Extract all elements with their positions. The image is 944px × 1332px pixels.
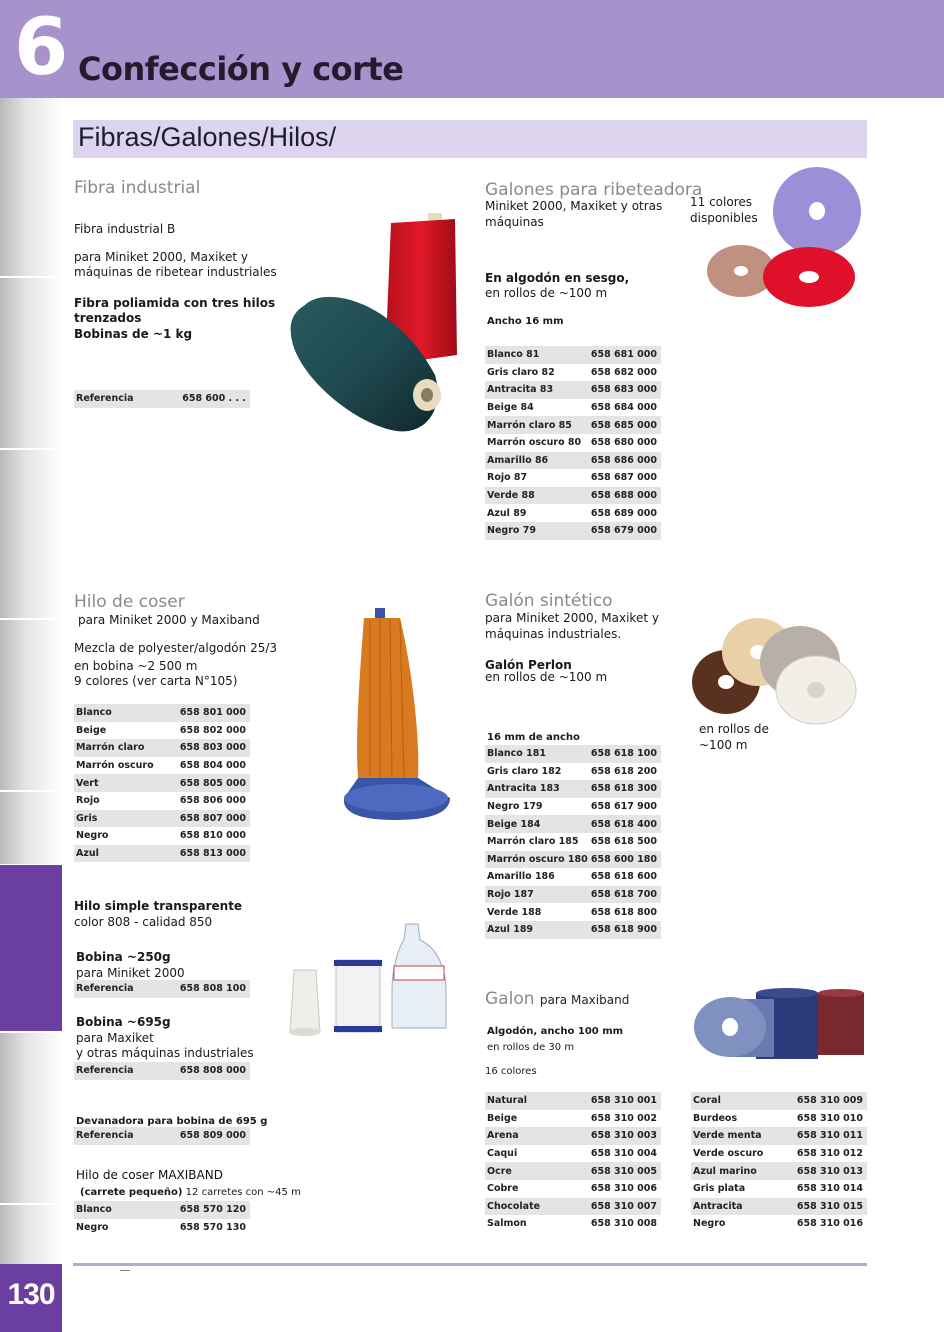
page-number: 130 xyxy=(7,1278,55,1311)
sidebar-tab[interactable] xyxy=(0,450,62,618)
color-name: Verde 188 xyxy=(487,906,542,918)
table-row xyxy=(74,1127,250,1145)
color-name: Negro 179 xyxy=(487,801,543,813)
reference-number: 658 682 000 xyxy=(590,366,657,378)
table-row xyxy=(485,452,661,470)
color-name: Antracita 183 xyxy=(487,783,560,795)
reference-number: 658 600 180 xyxy=(590,853,657,865)
ref-value: 658 808 000 xyxy=(179,1065,246,1077)
maxiband-thread-desc-bold: (carrete pequeño) xyxy=(80,1187,183,1198)
table-row xyxy=(74,739,250,757)
table-row xyxy=(485,1162,661,1180)
sidebar-tab[interactable] xyxy=(0,792,62,864)
reference-number: 658 810 000 xyxy=(179,830,246,842)
bobina-695-ref-table xyxy=(74,1062,250,1080)
fibra-desc-2: máquinas de ribetear industriales xyxy=(74,265,277,279)
reference-number: 658 310 013 xyxy=(796,1165,863,1177)
color-name: Amarillo 186 xyxy=(487,871,555,883)
color-name: Azul 89 xyxy=(487,507,527,519)
table-row xyxy=(691,1198,867,1216)
color-name: Verde 88 xyxy=(487,490,535,502)
hilo-spec-3: 9 colores (ver carta N°105) xyxy=(74,674,238,688)
maxiband-thread-desc xyxy=(80,1185,301,1201)
bobina-250-desc: para Miniket 2000 xyxy=(76,966,185,980)
reference-number: 658 804 000 xyxy=(179,760,246,772)
tape-rolls-image xyxy=(705,165,867,313)
reference-number: 658 310 016 xyxy=(796,1218,863,1230)
galones-width: Ancho 16 mm xyxy=(487,316,564,327)
fiber-cones-image xyxy=(285,205,465,440)
hilo-spec-1: Mezcla de polyester/algodón 25/3 xyxy=(74,641,278,655)
color-name: Marrón oscuro 80 xyxy=(487,437,582,449)
galon-maxiband-colors: 16 colores xyxy=(485,1066,537,1077)
sintetico-rolls: en rollos de ~100 m xyxy=(485,670,608,684)
table-row xyxy=(691,1145,867,1163)
color-name: Azul xyxy=(76,848,99,860)
reference-number: 658 685 000 xyxy=(590,419,657,431)
fibra-heading: Fibra industrial xyxy=(74,178,201,198)
footer-rule xyxy=(73,1263,867,1266)
reference-number: 658 310 005 xyxy=(590,1165,657,1177)
table-row xyxy=(485,903,661,921)
sidebar-tab[interactable] xyxy=(0,98,62,276)
sintetico-sub: Galón Perlon xyxy=(485,658,572,672)
table-row xyxy=(74,1219,250,1237)
ref-value: 658 808 100 xyxy=(179,983,246,995)
sidebar-tab[interactable] xyxy=(0,1033,62,1203)
reference-number: 658 688 000 xyxy=(590,490,657,502)
color-name: Salmon xyxy=(487,1218,527,1230)
wide-tape-rolls-image xyxy=(690,985,866,1063)
reference-number: 658 310 001 xyxy=(590,1095,657,1107)
color-name: Marrón claro 85 xyxy=(487,419,572,431)
table-row xyxy=(74,722,250,740)
fibra-spec-3: Bobinas de ~1 kg xyxy=(74,327,193,341)
reference-number: 658 618 600 xyxy=(590,871,657,883)
reference-number: 658 310 009 xyxy=(796,1095,863,1107)
table-row xyxy=(691,1162,867,1180)
fibra-spec-1: Fibra poliamida con tres hilos xyxy=(74,296,276,310)
table-row xyxy=(485,381,661,399)
reference-number: 658 570 130 xyxy=(179,1221,246,1233)
color-name: Amarillo 86 xyxy=(487,454,549,466)
color-name: Blanco xyxy=(76,1204,112,1216)
reference-number: 658 813 000 xyxy=(179,848,246,860)
ref-label: Referencia xyxy=(76,393,134,405)
table-row xyxy=(485,399,661,417)
table-row xyxy=(691,1127,867,1145)
sintetico-desc-2: máquinas industriales. xyxy=(485,627,622,641)
galones-rolls: en rollos de ~100 m xyxy=(485,286,608,300)
color-name: Blanco 181 xyxy=(487,748,546,760)
color-name: Vert xyxy=(76,777,99,789)
table-row xyxy=(485,780,661,798)
table-row xyxy=(485,434,661,452)
devanadora-title: Devanadora para bobina de 695 g xyxy=(76,1116,268,1127)
table-row xyxy=(485,1215,661,1233)
reference-number: 658 310 010 xyxy=(796,1112,863,1124)
reference-number: 658 805 000 xyxy=(179,777,246,789)
bobina-695-desc-1: para Maxiket xyxy=(76,1031,154,1045)
sidebar-tab[interactable] xyxy=(0,1205,62,1265)
reference-number: 658 680 000 xyxy=(590,437,657,449)
reference-number: 658 310 011 xyxy=(796,1130,863,1142)
table-row xyxy=(74,980,250,998)
galones-heading: Galones para ribeteadora xyxy=(485,180,703,200)
sintetico-photo-note-1: en rollos de xyxy=(699,722,769,736)
table-row xyxy=(691,1215,867,1233)
chapter-title: Confección y corte xyxy=(78,50,404,88)
fibra-desc-1: para Miniket 2000, Maxiket y xyxy=(74,250,248,264)
reference-number: 658 310 003 xyxy=(590,1130,657,1142)
maxiband-thread-heading: Hilo de coser MAXIBAND xyxy=(76,1168,223,1182)
fibra-spec-2: trenzados xyxy=(74,311,142,325)
sintetico-heading: Galón sintético xyxy=(485,591,613,611)
reference-number: 658 684 000 xyxy=(590,402,657,414)
color-name: Verde menta xyxy=(693,1130,762,1142)
ref-label: Referencia xyxy=(76,1130,134,1142)
reference-number: 658 618 500 xyxy=(590,836,657,848)
ref-label: Referencia xyxy=(76,1065,134,1077)
reference-number: 658 570 120 xyxy=(179,1204,246,1216)
color-name: Antracita 83 xyxy=(487,384,554,396)
maxiband-thread-table xyxy=(74,1201,250,1236)
table-row xyxy=(485,1145,661,1163)
galones-desc-1: Miniket 2000, Maxiket y otras xyxy=(485,199,663,213)
reference-number: 658 807 000 xyxy=(179,812,246,824)
table-row xyxy=(485,833,661,851)
devanadora-ref-table xyxy=(74,1127,250,1145)
color-name: Azul 189 xyxy=(487,924,534,936)
color-name: Rojo 87 xyxy=(487,472,528,484)
table-row xyxy=(74,810,250,828)
galones-colors-note-1: 11 colores xyxy=(690,195,753,209)
sidebar-tab[interactable] xyxy=(0,278,62,448)
hilo-spec-2: en bobina ~2 500 m xyxy=(74,659,198,673)
table-row xyxy=(74,792,250,810)
color-name: Rojo 187 xyxy=(487,889,534,901)
table-row xyxy=(485,1092,661,1110)
color-name: Blanco 81 xyxy=(487,349,540,361)
bobina-250-ref-table xyxy=(74,980,250,998)
sidebar-tab-active[interactable] xyxy=(0,865,62,1031)
synthetic-rolls-image xyxy=(690,612,862,730)
color-name: Natural xyxy=(487,1095,528,1107)
table-row xyxy=(74,390,250,408)
table-row xyxy=(485,798,661,816)
reference-number: 658 310 015 xyxy=(796,1200,863,1212)
galones-desc-2: máquinas xyxy=(485,215,544,229)
galon-maxiband-heading-main: Galon xyxy=(485,989,535,1009)
reference-number: 658 803 000 xyxy=(179,742,246,754)
color-name: Coral xyxy=(693,1095,721,1107)
color-name: Negro xyxy=(693,1218,726,1230)
galon-maxiband-table-right xyxy=(691,1092,867,1233)
reference-number: 658 310 012 xyxy=(796,1148,863,1160)
reference-number: 658 618 800 xyxy=(590,906,657,918)
reference-number: 658 310 008 xyxy=(590,1218,657,1230)
reference-number: 658 687 000 xyxy=(590,472,657,484)
table-row xyxy=(74,757,250,775)
reference-number: 658 689 000 xyxy=(590,507,657,519)
reference-number: 658 618 300 xyxy=(590,783,657,795)
sidebar-tab[interactable] xyxy=(0,620,62,790)
galones-colors-note-2: disponibles xyxy=(690,211,758,225)
reference-number: 658 618 900 xyxy=(590,924,657,936)
color-name: Rojo xyxy=(76,795,100,807)
reference-number: 658 310 007 xyxy=(590,1200,657,1212)
table-row xyxy=(485,416,661,434)
table-row xyxy=(485,522,661,540)
reference-number: 658 618 400 xyxy=(590,818,657,830)
color-name: Negro 79 xyxy=(487,525,536,537)
galones-table xyxy=(485,346,661,540)
galones-material: En algodón en sesgo, xyxy=(485,271,630,285)
color-name: Antracita xyxy=(693,1200,743,1212)
color-name: Beige 184 xyxy=(487,818,541,830)
color-name: Verde oscuro xyxy=(693,1148,764,1160)
table-row xyxy=(485,1198,661,1216)
color-name: Beige 84 xyxy=(487,402,534,414)
color-name: Gris claro 82 xyxy=(487,366,555,378)
table-row xyxy=(691,1092,867,1110)
reference-number: 658 806 000 xyxy=(179,795,246,807)
ref-value: 658 809 000 xyxy=(179,1130,246,1142)
ref-label: Referencia xyxy=(76,983,134,995)
sintetico-width: 16 mm de ancho xyxy=(487,732,580,743)
hilo-heading: Hilo de coser xyxy=(74,592,185,612)
color-name: Marrón oscuro 180 xyxy=(487,853,588,865)
color-name: Negro xyxy=(76,1221,109,1233)
galon-maxiband-heading-sub: para Maxiband xyxy=(539,993,630,1007)
bobina-695-desc-2: y otras máquinas industriales xyxy=(76,1046,254,1060)
galon-maxiband-spec: Algodón, ancho 100 mm xyxy=(487,1026,624,1037)
table-row xyxy=(691,1180,867,1198)
color-name: Ocre xyxy=(487,1165,512,1177)
galon-maxiband-table-left xyxy=(485,1092,661,1233)
color-name: Marrón claro 185 xyxy=(487,836,579,848)
color-name: Gris plata xyxy=(693,1183,746,1195)
hilo-desc: para Miniket 2000 y Maxiband xyxy=(78,613,260,627)
color-name: Cobre xyxy=(487,1183,519,1195)
sintetico-table xyxy=(485,745,661,939)
color-name: Negro xyxy=(76,830,109,842)
reference-number: 658 683 000 xyxy=(590,384,657,396)
reference-number: 658 618 200 xyxy=(590,765,657,777)
reference-number: 658 679 000 xyxy=(590,525,657,537)
color-name: Beige xyxy=(487,1112,518,1124)
table-row xyxy=(74,1201,250,1219)
fibra-ref-table xyxy=(74,390,250,408)
table-row xyxy=(485,763,661,781)
reference-number: 658 310 014 xyxy=(796,1183,863,1195)
color-name: Gris xyxy=(76,812,98,824)
reference-number: 658 618 700 xyxy=(590,889,657,901)
table-row xyxy=(74,774,250,792)
table-row xyxy=(485,851,661,869)
thread-spool-image xyxy=(340,608,455,828)
reference-number: 658 686 000 xyxy=(590,454,657,466)
table-row xyxy=(74,827,250,845)
table-row xyxy=(485,487,661,505)
table-row xyxy=(691,1110,867,1128)
ref-value: 658 600 . . . xyxy=(182,393,246,405)
transparent-spools-image xyxy=(288,920,450,1038)
footer-mark xyxy=(120,1270,130,1271)
color-name: Beige xyxy=(76,724,107,736)
table-row xyxy=(485,886,661,904)
galon-maxiband-rolls: en rollos de 30 m xyxy=(487,1042,575,1053)
table-row xyxy=(74,704,250,722)
color-name: Marrón oscuro xyxy=(76,760,154,772)
section-title: Fibras/Galones/Hilos/ xyxy=(78,122,337,152)
table-row xyxy=(485,504,661,522)
chapter-number: 6 xyxy=(14,3,65,93)
maxiband-thread-desc-rest: 12 carretes con ~45 m xyxy=(182,1187,301,1198)
table-row xyxy=(485,745,661,763)
fibra-subheading: Fibra industrial B xyxy=(74,222,176,236)
hilo-table xyxy=(74,704,250,862)
table-row xyxy=(485,469,661,487)
transparente-heading: Hilo simple transparente xyxy=(74,899,243,913)
reference-number: 658 310 004 xyxy=(590,1148,657,1160)
reference-number: 658 310 002 xyxy=(590,1112,657,1124)
table-row xyxy=(485,1127,661,1145)
transparente-desc: color 808 - calidad 850 xyxy=(74,915,213,929)
bobina-695-title: Bobina ~695g xyxy=(76,1015,171,1029)
table-row xyxy=(485,364,661,382)
reference-number: 658 617 900 xyxy=(590,801,657,813)
color-name: Chocolate xyxy=(487,1200,541,1212)
color-name: Arena xyxy=(487,1130,519,1142)
table-row xyxy=(485,1180,661,1198)
color-name: Azul marino xyxy=(693,1165,757,1177)
bobina-250-title: Bobina ~250g xyxy=(76,950,171,964)
table-row xyxy=(485,868,661,886)
color-name: Marrón claro xyxy=(76,742,145,754)
table-row xyxy=(485,346,661,364)
table-row xyxy=(74,845,250,863)
color-name: Caqui xyxy=(487,1148,518,1160)
reference-number: 658 802 000 xyxy=(179,724,246,736)
table-row xyxy=(485,921,661,939)
color-name: Burdeos xyxy=(693,1112,738,1124)
table-row xyxy=(485,815,661,833)
color-name: Blanco xyxy=(76,707,112,719)
reference-number: 658 618 100 xyxy=(590,748,657,760)
sintetico-photo-note-2: ~100 m xyxy=(699,738,748,752)
color-name: Gris claro 182 xyxy=(487,765,562,777)
reference-number: 658 681 000 xyxy=(590,349,657,361)
sidebar-tabs xyxy=(0,98,62,1332)
reference-number: 658 801 000 xyxy=(179,707,246,719)
galon-maxiband-heading xyxy=(485,989,629,1009)
sintetico-desc-1: para Miniket 2000, Maxiket y xyxy=(485,611,659,625)
table-row xyxy=(485,1110,661,1128)
reference-number: 658 310 006 xyxy=(590,1183,657,1195)
table-row xyxy=(74,1062,250,1080)
